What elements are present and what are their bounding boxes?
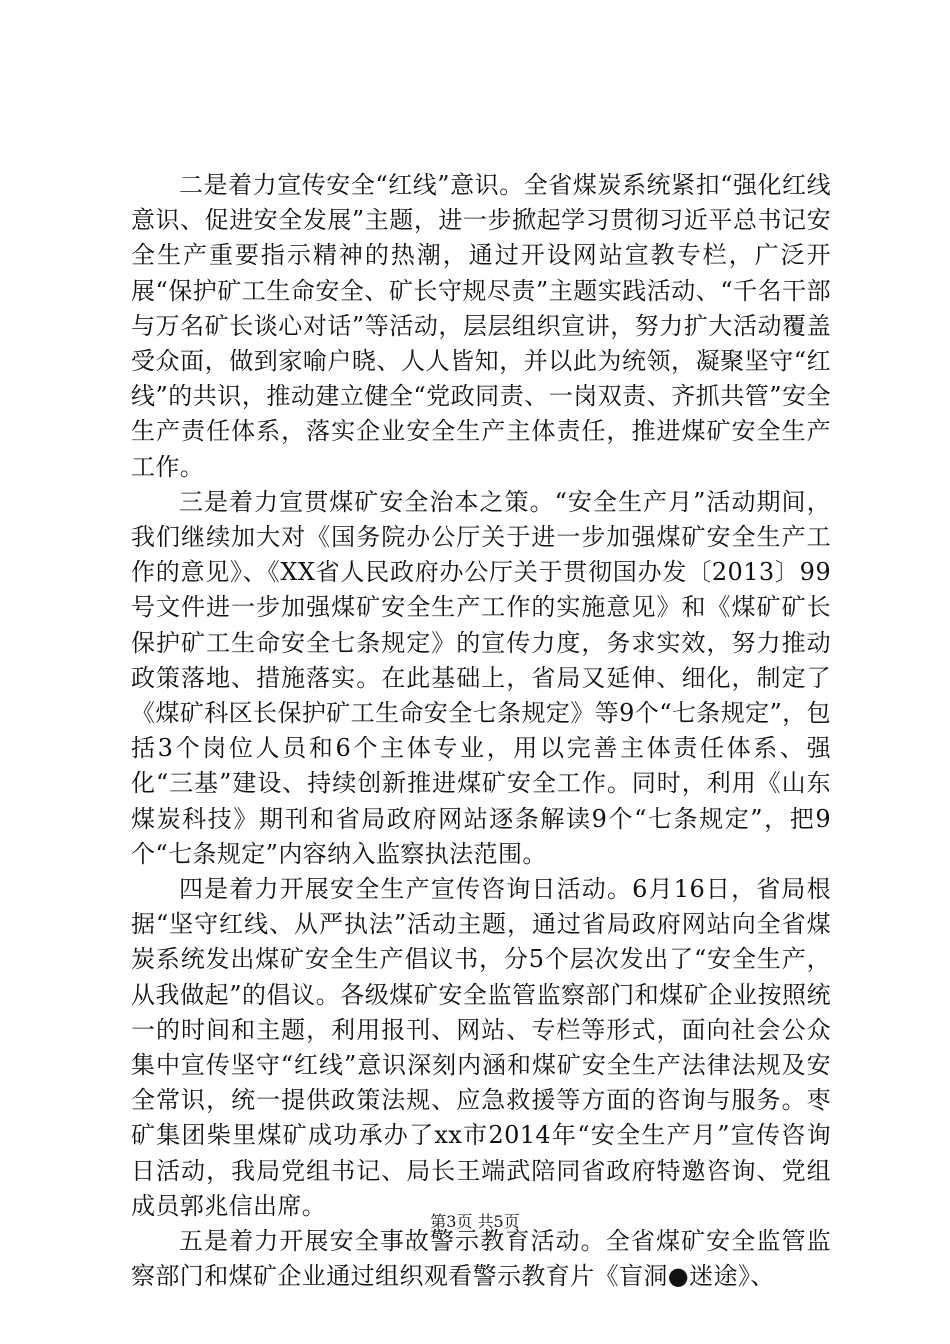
paragraph-red-line-awareness: 二是着力宣传安全“红线”意识。全省煤炭系统紧扣“强化红线意识、促进安全发展”主题，进一步掀起学习贯彻习近平总书记安全生产重要指示精神的热潮，通过开设网站宣教专栏，广泛开展“保护矿工生命安全、矿长守规尽责”主题实践活动、“千名干部与万名矿长谈心对话”等活动，层层组织宣讲，努力扩大活动覆盖受众面，做到家喻户晓、人人皆知，并以此为统领，凝聚坚守“红线”的共识，推动建立健全“党政同责、一岗双责、齐抓共管”安全生产责任体系，落实企业安全生产主体责任，推进煤矿安全生产工作。	[131, 171, 831, 481]
paragraph-warning-education: 五是着力开展安全事故警示教育活动。全省煤矿安全监管监察部门和煤矿企业通过组织观看警示教育片《盲洞●迷途》、	[131, 1227, 831, 1291]
paragraph-consultation-day: 四是着力开展安全生产宣传咨询日活动。6月16日，省局根据“坚守红线、从严执法”活动主题，通过省局政府网站向全省煤炭系统发出煤矿安全生产倡议书，分5个层次发出了“安全生产，从我做起”的倡议。各级煤矿安全监管监察部门和煤矿企业按照统一的时间和主题，利用报刊、网站、专栏等形式，面向社会公众集中宣传坚守“红线”意识深刻内涵和煤矿安全生产法律法规及安全常识，统一提供政策法规、应急救援等方面的咨询与服务。枣矿集团柴里煤矿成功承办了xx市2014年“安全生产月”宣传咨询日活动，我局党组书记、局长王端武陪同省政府特邀咨询、党组成员郭兆信出席。	[131, 875, 831, 1220]
paragraph-safety-policy: 三是着力宣贯煤矿安全治本之策。“安全生产月”活动期间，我们继续加大对《国务院办公厅关于进一步加强煤矿安全生产工作的意见》、《XX省人民政府办公厅关于贯彻国办发〔2013〕99号文件进一步加强煤矿安全生产工作的实施意见》和《煤矿矿长保护矿工生命安全七条规定》的宣传力度，务求实效，努力推动政策落地、措施落实。在此基础上，省局又延伸、细化，制定了《煤矿科区长保护矿工生命安全七条规定》等9个“七条规定”，包括3个岗位人员和6个主体专业，用以完善主体责任体系、强化“三基”建设、持续创新推进煤矿安全工作。同时，利用《山东煤炭科技》期刊和省局政府网站逐条解读9个“七条规定”，把9个“七条规定”内容纳入监察执法范围。	[131, 487, 831, 868]
page-footer: 第3页 共5页	[430, 1212, 520, 1231]
document-body	[131, 168, 831, 1295]
